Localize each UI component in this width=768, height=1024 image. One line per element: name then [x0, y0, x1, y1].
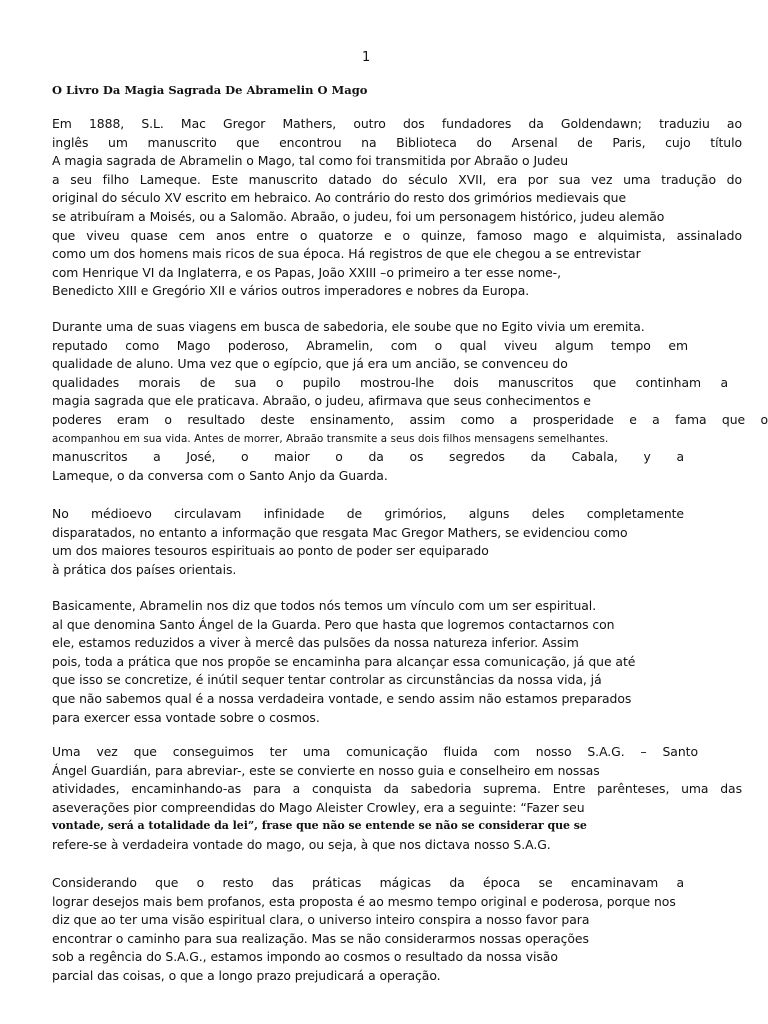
text-line: sob a regência do S.A.G., estamos impondo ao cosmos o resultado da nossa visão	[52, 949, 558, 965]
text-line: com Henrique VI da Inglaterra, e os Papas, João XXIII –o primeiro a ter esse nome-,	[52, 264, 561, 280]
text-line: atividades, encaminhando-as para a conquista da sabedoria suprema. Entre parênteses, uma das	[52, 781, 742, 797]
text-line: Lameque, o da conversa com o Santo Anjo da Guarda.	[52, 467, 388, 483]
text-line: um dos maiores tesouros espirituais ao ponto de poder ser equiparado	[52, 543, 489, 559]
text-line: que viveu quase cem anos entre o quatorze e o quinze, famoso mago e alquimista, assinalado	[52, 227, 742, 243]
paragraph-4	[52, 597, 742, 727]
text-line: Uma vez que conseguimos ter uma comunicação fluida com nosso S.A.G. – Santo	[52, 744, 698, 759]
text-line: Benedicto XIII e Gregório XII e vários outros imperadores e nobres da Europa.	[52, 283, 530, 299]
text-line: parcial das coisas, o que a longo prazo prejudicará a operação.	[52, 967, 441, 983]
text-line: refere-se à verdadeira vontade do mago, ou seja, à que nos dictava nosso S.A.G.	[52, 836, 551, 852]
paragraph-3	[52, 505, 742, 579]
text-line: original do século XV escrito em hebraico. Ao contrário do resto dos grimórios medievais que	[52, 190, 627, 206]
text-line: al que denomina Santo Ángel de la Guarda. Pero que hasta que logremos contactarnos con	[52, 616, 615, 632]
text-line: reputado como Mago poderoso, Abramelin, com o qual viveu algum tempo em	[52, 337, 688, 353]
page-number: 1	[362, 50, 371, 65]
text-line: inglês um manuscrito que encontrou na Biblioteca do Arsenal de Paris, cujo título	[52, 134, 742, 150]
text-line: ele, estamos reduzidos a viver à mercê das pulsões da nossa natureza inferior. Assim	[52, 635, 579, 651]
text-line: qualidades morais de sua o pupilo mostrou-lhe dois manuscritos que continham a	[52, 374, 728, 390]
text-line: No médioevo circulavam infinidade de grimórios, alguns deles completamente	[52, 506, 684, 521]
paragraph-1	[52, 115, 742, 301]
text-line: Basicamente, Abramelin nos diz que todos nós temos um vínculo com um ser espiritual.	[52, 598, 597, 613]
text-line: que não sabemos qual é a nossa verdadeira vontade, e sendo assim não estamos preparados	[52, 690, 632, 706]
text-line: magia sagrada que ele praticava. Abraão, o judeu, afirmava que seus conhecimentos e	[52, 393, 591, 409]
text-line: lograr desejos mais bem profanos, esta proposta é ao mesmo tempo original e poderosa, porque nos	[52, 893, 676, 909]
text-line: Considerando que o resto das práticas mágicas da época se encaminavam a	[52, 875, 684, 890]
text-line: à prática dos países orientais.	[52, 561, 237, 577]
text-line: se atribuíram a Moisés, ou a Salomão. Abraão, o judeu, foi um personagem histórico, judeu alemão	[52, 208, 665, 224]
text-line: vontade, será a totalidade da lei”, frase que não se entende se não se considerar que se	[52, 819, 587, 833]
text-line: Ángel Guardián, para abreviar-, este se convierte en nosso guia e conselheiro em nossas	[52, 762, 600, 778]
text-line: diz que ao ter uma visão espiritual clara, o universo inteiro conspira a nosso favor para	[52, 912, 590, 928]
text-line: Durante uma de suas viagens em busca de sabedoria, ele soube que no Egito vivia um eremita.	[52, 319, 645, 334]
paragraph-2	[52, 318, 768, 485]
paragraph-5	[52, 743, 742, 855]
paragraph-6	[52, 874, 742, 986]
text-line: pois, toda a prática que nos propõe se encaminha para alcançar essa comunicação, já que até	[52, 653, 636, 669]
text-line: acompanhou em sua vida. Antes de morrer, Abraão transmite a seus dois filhos mensagens semelhantes.	[52, 432, 609, 445]
document-title: O Livro Da Magia Sagrada De Abramelin O Mago	[52, 83, 368, 97]
text-line: A magia sagrada de Abramelin o Mago, tal como foi transmitida por Abraão o Judeu	[52, 153, 569, 169]
text-line: que isso se concretize, é inútil sequer tentar controlar as circunstâncias da nossa vida, já	[52, 672, 602, 688]
text-line: encontrar o caminho para sua realização. Mas se não considerarmos nossas operações	[52, 930, 589, 946]
text-line: a seu filho Lameque. Este manuscrito datado do século XVII, era por sua vez uma tradução do	[52, 171, 742, 187]
text-line: Em 1888, S.L. Mac Gregor Mathers, outro dos fundadores da Goldendawn; traduziu ao	[52, 116, 742, 131]
text-line: poderes eram o resultado deste ensinamento, assim como a prosperidade e a fama que o	[52, 411, 768, 427]
text-line: aseverações pior compreendidas do Mago Aleister Crowley, era a seguinte: “Fazer seu	[52, 799, 585, 815]
text-line: qualidade de aluno. Uma vez que o egípcio, que já era um ancião, se convenceu do	[52, 356, 568, 372]
text-line: para exercer essa vontade sobre o cosmos.	[52, 709, 320, 725]
text-line: como um dos homens mais ricos de sua época. Há registros de que ele chegou a se entrevistar	[52, 246, 641, 262]
text-line: manuscritos a José, o maior o da os segredos da Cabala, y a	[52, 449, 684, 465]
text-line: disparatados, no entanto a informação que resgata Mac Gregor Mathers, se evidenciou como	[52, 524, 628, 540]
